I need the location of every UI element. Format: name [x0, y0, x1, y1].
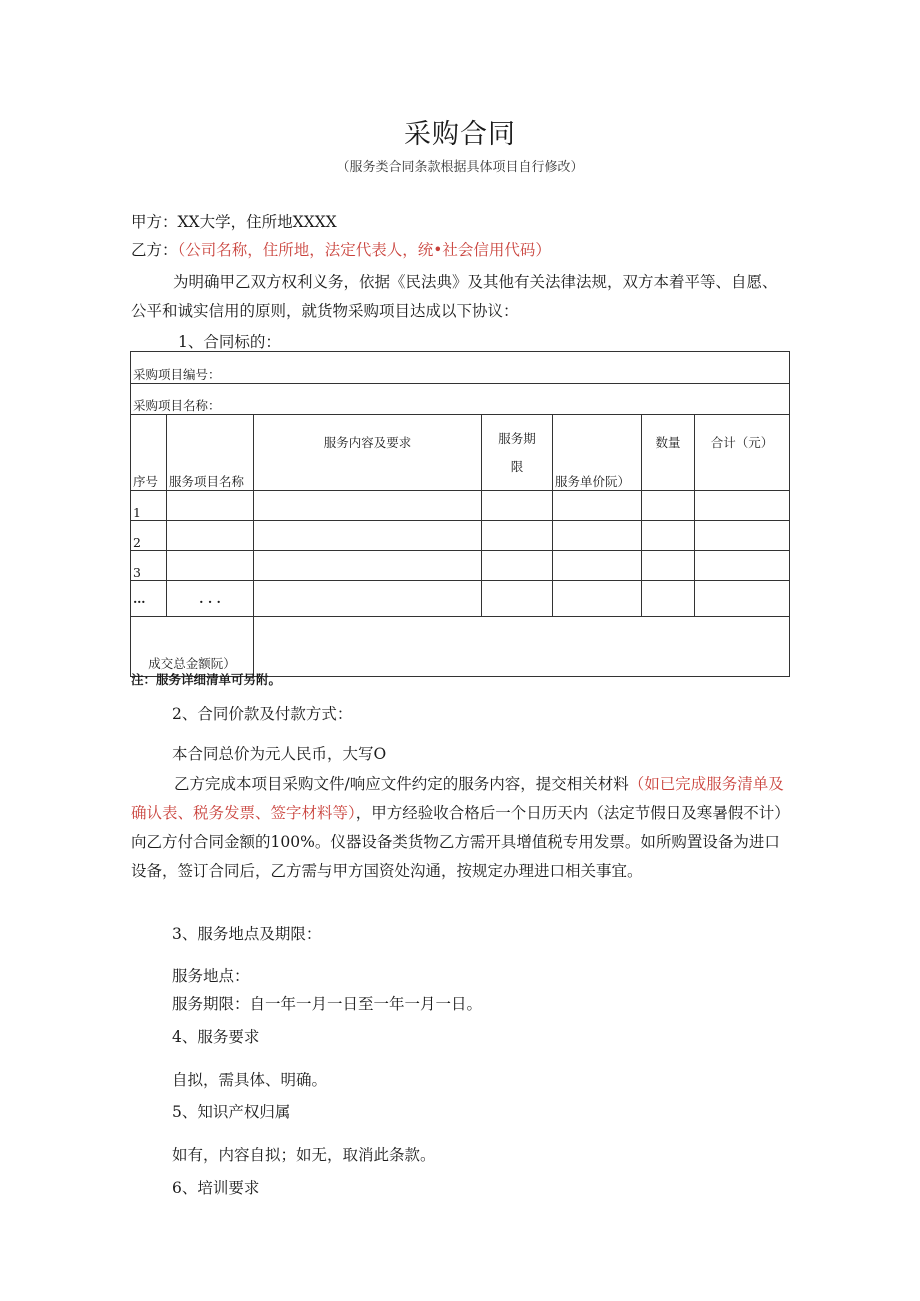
header-period: 服务期限 — [482, 415, 553, 491]
party-b — [131, 238, 551, 260]
party-b-label: 乙方： — [131, 241, 178, 259]
section-5-body: 如有，内容自拟；如无，取消此条款。 — [172, 1146, 436, 1164]
header-item: 服务项目名称 — [167, 415, 254, 491]
document-subtitle: （服务类合同条款根据具体项目自行修改） — [336, 160, 584, 175]
row-item-ellipsis: . . . — [167, 581, 254, 617]
section-2-total-price: 本合同总价为元人民币，大写O — [172, 745, 387, 763]
table-row — [131, 551, 790, 581]
section-2-heading: 2、合同价款及付款方式： — [172, 705, 353, 723]
section-3-heading: 3、服务地点及期限： — [172, 925, 322, 943]
project-number-cell: 采购项目编号： — [131, 352, 790, 384]
party-a: 甲方：XX大学，住所地XXXX — [131, 213, 337, 231]
table-row — [131, 581, 790, 617]
payment-terms-text-2: ，甲方经验收合格后一个日历天内（法定节假日及寒暑假不计）向乙方付合同金额的100%。仪器设备类货物乙方需开具增值税专用发票。如所购置设备为进口设备，签订合同后，乙方需与甲方国资处沟通，按规定办理进口相关事宜。 — [131, 804, 790, 880]
document-title: 采购合同 — [404, 119, 516, 150]
section-5-heading: 5、知识产权归属 — [172, 1103, 291, 1121]
header-content: 服务内容及要求 — [254, 415, 482, 491]
row-seq-ellipsis: … — [131, 581, 167, 617]
header-total: 合计（元） — [695, 415, 790, 491]
header-qty: 数量 — [642, 415, 695, 491]
header-seq: 序号 — [131, 415, 167, 491]
intro-paragraph: 为明确甲乙双方权利义务，依据《民法典》及其他有关法律法规，双方本着平等、自愿、公平和诚实信用的原则，就货物采购项目达成以下协议： — [131, 273, 778, 320]
section-1-heading: 1、合同标的： — [178, 333, 281, 351]
payment-terms-materials: （如已完成服务清单及确认表、税务发票、签字材料等） — [131, 775, 784, 822]
payment-terms-text-1: 乙方完成本项目采购文件/响应文件约定的服务内容，提交相关材料 — [174, 775, 629, 793]
project-name-cell: 采购项目名称： — [131, 384, 790, 415]
table-note: 注：服务详细清单可另附。 — [131, 672, 282, 687]
table-row — [131, 521, 790, 551]
service-place: 服务地点： — [172, 967, 250, 985]
party-b-placeholder: （公司名称，住所地，法定代表人，统•社会信用代码） — [177, 241, 551, 259]
section-4-body: 自拟，需具体、明确。 — [172, 1071, 328, 1089]
section-4-heading: 4、服务要求 — [172, 1028, 260, 1046]
table-row — [131, 491, 790, 521]
section-6-heading: 6、培训要求 — [172, 1179, 260, 1197]
row-seq: 1 — [131, 491, 167, 521]
section-2-payment-terms — [131, 770, 793, 886]
grand-total-label: 成交总金额阮） — [131, 617, 254, 677]
row-seq: 3 — [131, 551, 167, 581]
contract-subject-table — [130, 351, 790, 677]
header-unit-price: 服务单价阮） — [553, 415, 642, 491]
service-period: 服务期限：自一年一月一日至一年一月一日。 — [172, 995, 483, 1013]
row-seq: 2 — [131, 521, 167, 551]
grand-total-value — [254, 617, 790, 677]
